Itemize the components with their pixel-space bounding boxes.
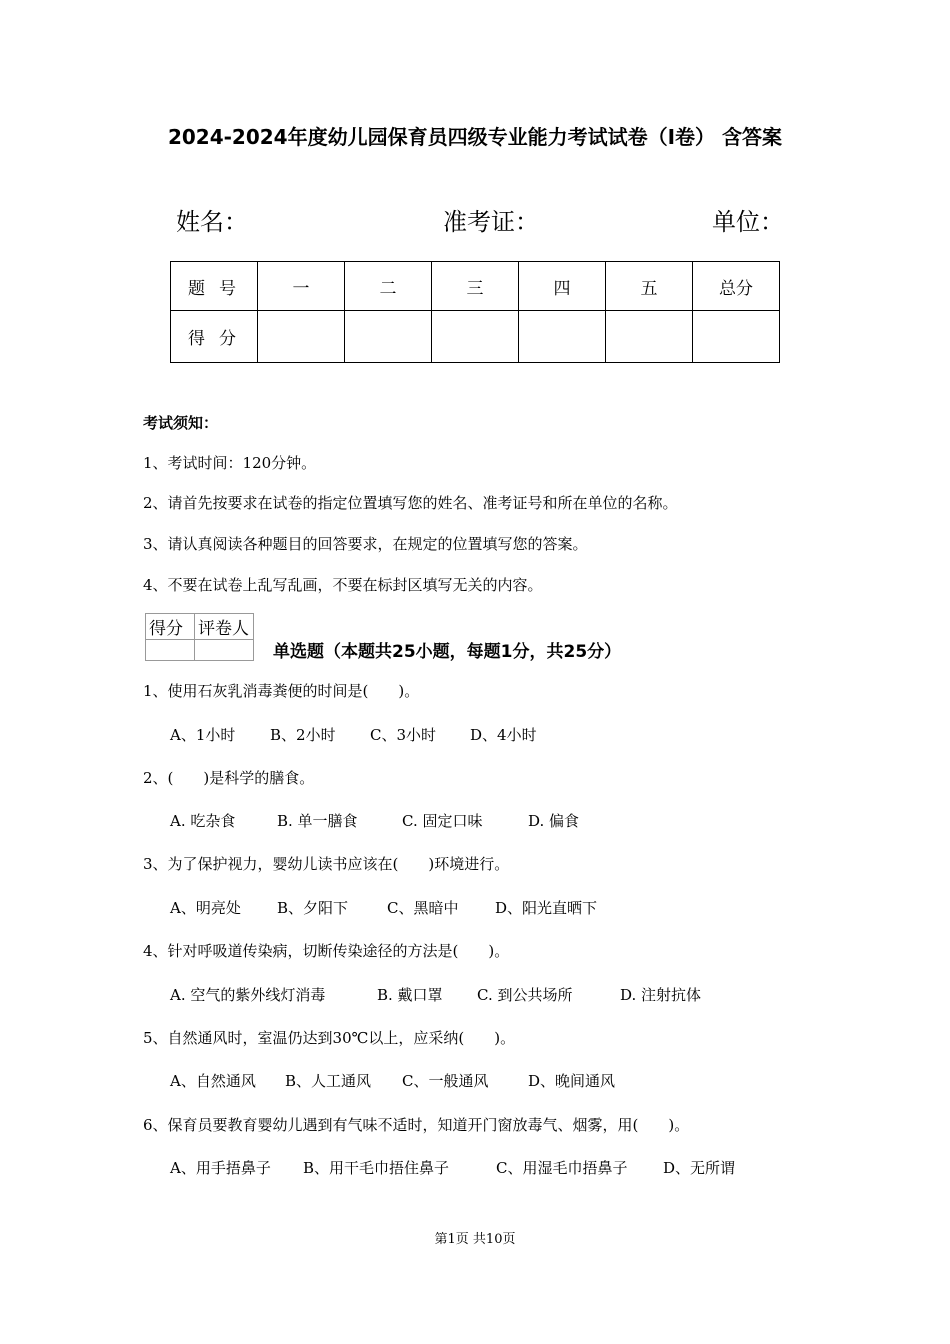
question-options [170, 724, 537, 745]
score-cell-4[interactable] [519, 311, 606, 363]
score-table-col-4: 四 [519, 262, 606, 311]
score-cell-3[interactable] [432, 311, 519, 363]
option[interactable]: C、3小时 [370, 726, 437, 744]
score-table-header-label: 题号 [171, 262, 258, 311]
question-stem: 5、自然通风时，室温仍达到30℃以上，应采纳( )。 [143, 1029, 516, 1047]
option[interactable]: B、人工通风 [285, 1072, 372, 1090]
option[interactable]: A、用手捂鼻子 [170, 1159, 271, 1177]
option[interactable]: C. 到公共场所 [477, 986, 573, 1004]
exam-id-label: 准考证： [443, 208, 539, 236]
score-table-col-1: 一 [258, 262, 345, 311]
score-table-col-total: 总分 [693, 262, 780, 311]
option[interactable]: A、明亮处 [170, 899, 241, 917]
score-cell-total[interactable] [693, 311, 780, 363]
option[interactable]: A、自然通风 [170, 1072, 256, 1090]
option[interactable]: D. 偏食 [528, 812, 580, 830]
option[interactable]: D、阳光直晒下 [495, 899, 598, 917]
score-table-col-2: 二 [345, 262, 432, 311]
unit-label: 单位： [712, 208, 784, 236]
grader-table-score-label: 得分 [146, 614, 195, 640]
notice-item: 4、不要在试卷上乱写乱画，不要在标封区填写无关的内容。 [143, 576, 543, 594]
option[interactable]: C、用湿毛巾捂鼻子 [496, 1159, 628, 1177]
question-options [170, 1157, 735, 1178]
option[interactable]: A、1小时 [170, 726, 236, 744]
score-table [170, 261, 780, 363]
score-cell-2[interactable] [345, 311, 432, 363]
option[interactable]: B. 单一膳食 [277, 812, 358, 830]
option[interactable]: C. 固定口味 [402, 812, 483, 830]
option[interactable]: A. 空气的紫外线灯消毒 [170, 986, 326, 1004]
option[interactable]: B、2小时 [270, 726, 336, 744]
grader-score-cell[interactable] [146, 640, 195, 661]
question-stem: 1、使用石灰乳消毒粪便的时间是( )。 [143, 682, 420, 700]
grader-name-cell[interactable] [195, 640, 254, 661]
question-options [170, 984, 701, 1005]
notice-item: 2、请首先按要求在试卷的指定位置填写您的姓名、准考证号和所在单位的名称。 [143, 494, 678, 512]
score-table-col-5: 五 [606, 262, 693, 311]
option[interactable]: C、一般通风 [402, 1072, 489, 1090]
option[interactable]: A. 吃杂食 [170, 812, 236, 830]
question-options [170, 1070, 615, 1091]
option[interactable]: B、用干毛巾捂住鼻子 [303, 1159, 450, 1177]
question-options [170, 897, 597, 918]
score-table-header-row [171, 262, 780, 311]
question-stem: 6、保育员要教育婴幼儿遇到有气味不适时，知道开门窗放毒气、烟雾，用( )。 [143, 1116, 690, 1134]
notice-item: 1、考试时间：120分钟。 [143, 454, 317, 472]
option[interactable]: D、4小时 [470, 726, 537, 744]
option[interactable]: B. 戴口罩 [377, 986, 443, 1004]
option[interactable]: D、晚间通风 [528, 1072, 616, 1090]
notice-item: 3、请认真阅读各种题目的回答要求，在规定的位置填写您的答案。 [143, 535, 588, 553]
grader-table-grader-label: 评卷人 [195, 614, 254, 640]
score-cell-5[interactable] [606, 311, 693, 363]
score-table-row-label: 得分 [171, 311, 258, 363]
score-table-col-3: 三 [432, 262, 519, 311]
grader-table [145, 613, 254, 661]
score-table-score-row [171, 311, 780, 363]
notice-heading: 考试须知： [143, 414, 219, 432]
candidate-fields [0, 202, 950, 242]
name-label: 姓名： [176, 208, 248, 236]
document-title: 2024-2024年度幼儿园保育员四级专业能力考试试卷（I卷） 含答案 [167, 125, 783, 149]
option[interactable]: C、黑暗中 [387, 899, 459, 917]
question-options [170, 810, 579, 831]
option[interactable]: B、夕阳下 [277, 899, 349, 917]
question-stem: 3、为了保护视力，婴幼儿读书应该在( )环境进行。 [143, 855, 510, 873]
question-stem: 4、针对呼吸道传染病，切断传染途径的方法是( )。 [143, 942, 510, 960]
page-footer: 第1页 共10页 [434, 1232, 516, 1247]
score-cell-1[interactable] [258, 311, 345, 363]
section-title: 单选题（本题共25小题，每题1分，共25分） [273, 642, 622, 662]
option[interactable]: D、无所谓 [663, 1159, 736, 1177]
option[interactable]: D. 注射抗体 [620, 986, 702, 1004]
question-stem: 2、( )是科学的膳食。 [143, 769, 315, 787]
